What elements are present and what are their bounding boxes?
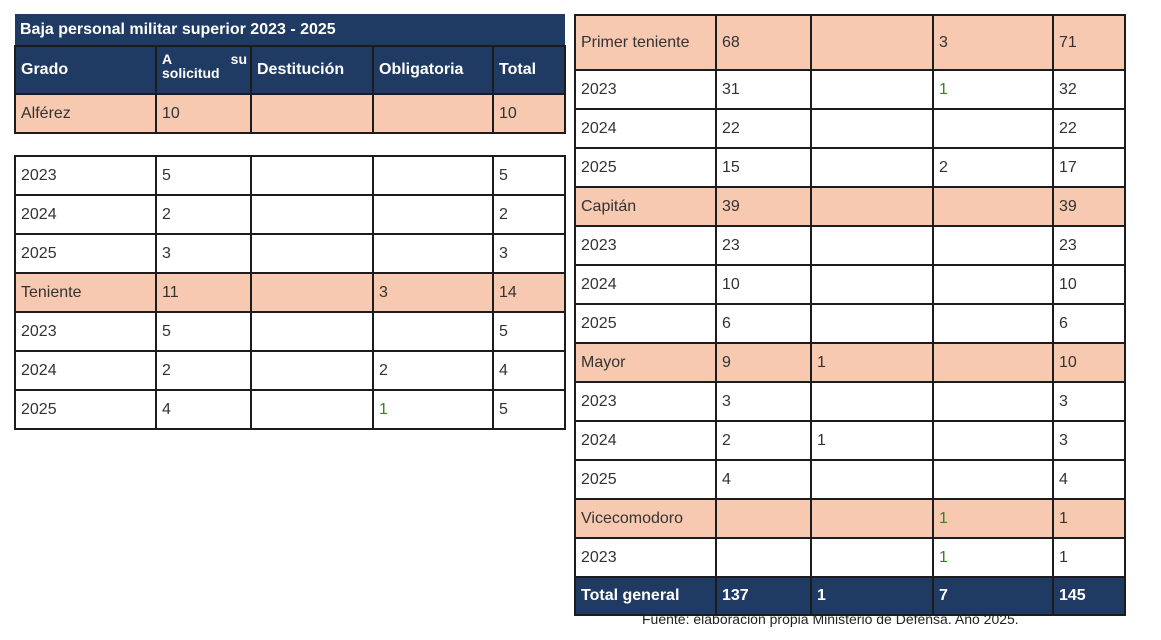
cell-total: 4 [1053, 460, 1125, 499]
header-a-su-solicitud [156, 46, 251, 94]
cell-grado: 2024 [575, 109, 716, 148]
cell-a-su-solicitud: 39 [716, 187, 811, 226]
cell-obligatoria [933, 109, 1053, 148]
table-title-row [15, 14, 565, 46]
cell-grado: 2023 [575, 538, 716, 577]
table-row [575, 226, 1125, 265]
cell-grado: 2023 [575, 70, 716, 109]
header-a: A [162, 51, 173, 67]
cell-obligatoria: 2 [933, 148, 1053, 187]
cell-total: 6 [1053, 304, 1125, 343]
table-row [15, 195, 565, 234]
cell-total: 3 [493, 234, 565, 273]
table-row [575, 265, 1125, 304]
cell-obligatoria [933, 460, 1053, 499]
cell-obligatoria [933, 382, 1053, 421]
table-row [15, 94, 565, 133]
cell-destitucion: 1 [811, 343, 933, 382]
cell-destitucion [811, 304, 933, 343]
cell-grado: 2025 [15, 234, 156, 273]
cell-grado: 2025 [15, 390, 156, 429]
table-row [575, 343, 1125, 382]
cell-grado: 2023 [575, 382, 716, 421]
cell-destitucion: 1 [811, 421, 933, 460]
cell-obligatoria [933, 226, 1053, 265]
cell-destitucion [811, 148, 933, 187]
cell-a-su-solicitud: 5 [156, 312, 251, 351]
cell-destitucion [251, 273, 373, 312]
table-row [575, 421, 1125, 460]
cell-total: 10 [1053, 265, 1125, 304]
cell-a-su-solicitud [716, 538, 811, 577]
cell-destitucion [811, 187, 933, 226]
cell-total: 5 [493, 156, 565, 195]
cell-grado: 2024 [575, 421, 716, 460]
cell-total: 39 [1053, 187, 1125, 226]
cell-a-su-solicitud: 2 [156, 195, 251, 234]
table-row [575, 382, 1125, 421]
cell-a-su-solicitud: 23 [716, 226, 811, 265]
cell-a-su-solicitud: 137 [716, 577, 811, 615]
cell-destitucion [811, 265, 933, 304]
cell-destitucion [811, 109, 933, 148]
cell-grado: 2023 [575, 226, 716, 265]
cell-obligatoria [933, 343, 1053, 382]
table-title: Baja personal militar superior 2023 - 2025 [15, 14, 565, 46]
cell-obligatoria [933, 187, 1053, 226]
cell-obligatoria: 1 [933, 499, 1053, 538]
cell-a-su-solicitud: 22 [716, 109, 811, 148]
cell-destitucion [811, 70, 933, 109]
cell-a-su-solicitud: 3 [156, 234, 251, 273]
cell-grado: 2025 [575, 460, 716, 499]
table-left-body [14, 155, 566, 430]
cell-a-su-solicitud: 2 [716, 421, 811, 460]
cell-a-su-solicitud: 2 [156, 351, 251, 390]
cell-destitucion [811, 15, 933, 70]
table-row [15, 351, 565, 390]
cell-destitucion [811, 382, 933, 421]
table-row [575, 499, 1125, 538]
cell-a-su-solicitud: 6 [716, 304, 811, 343]
cell-grado: Mayor [575, 343, 716, 382]
cell-total: 3 [1053, 382, 1125, 421]
cell-obligatoria [373, 195, 493, 234]
cell-grado: 2024 [15, 351, 156, 390]
cell-a-su-solicitud: 5 [156, 156, 251, 195]
cell-total: 5 [493, 312, 565, 351]
table-row [575, 304, 1125, 343]
header-solicitud: solicitud [162, 65, 220, 81]
cell-a-su-solicitud: 10 [716, 265, 811, 304]
cell-obligatoria [933, 421, 1053, 460]
table-row [575, 15, 1125, 70]
cell-total: 2 [493, 195, 565, 234]
table-row [575, 538, 1125, 577]
cell-total: 22 [1053, 109, 1125, 148]
cell-total: 14 [493, 273, 565, 312]
cell-grado: Primer teniente [575, 15, 716, 70]
header-su: su [230, 51, 247, 67]
cell-destitucion [251, 312, 373, 351]
cell-grado: Alférez [15, 94, 156, 133]
cell-obligatoria [933, 265, 1053, 304]
cell-total: 17 [1053, 148, 1125, 187]
total-row [575, 577, 1125, 615]
cell-total: 3 [1053, 421, 1125, 460]
cell-obligatoria [373, 312, 493, 351]
cell-a-su-solicitud: 31 [716, 70, 811, 109]
cell-a-su-solicitud: 3 [716, 382, 811, 421]
cell-total: 145 [1053, 577, 1125, 615]
cell-obligatoria: 7 [933, 577, 1053, 615]
cell-a-su-solicitud: 68 [716, 15, 811, 70]
table-right [574, 14, 1126, 616]
cell-obligatoria: 2 [373, 351, 493, 390]
table-left-header [14, 14, 566, 134]
cell-a-su-solicitud: 9 [716, 343, 811, 382]
cell-a-su-solicitud: 15 [716, 148, 811, 187]
cell-destitucion [251, 156, 373, 195]
cell-a-su-solicitud: 4 [716, 460, 811, 499]
header-grado: Grado [15, 46, 156, 94]
table-row [15, 156, 565, 195]
cell-obligatoria: 1 [933, 538, 1053, 577]
cell-total: 1 [1053, 499, 1125, 538]
table-row [15, 390, 565, 429]
cell-a-su-solicitud [716, 499, 811, 538]
table-row [575, 70, 1125, 109]
cell-total: 23 [1053, 226, 1125, 265]
cell-total: 1 [1053, 538, 1125, 577]
cell-total: 71 [1053, 15, 1125, 70]
cell-grado: 2023 [15, 156, 156, 195]
cell-obligatoria: 1 [373, 390, 493, 429]
source-note: Fuente: elaboración propia Ministerio de Defensa. Año 2025. [642, 611, 1019, 627]
cell-a-su-solicitud: 4 [156, 390, 251, 429]
cell-a-su-solicitud: 11 [156, 273, 251, 312]
cell-destitucion [251, 390, 373, 429]
cell-total: 4 [493, 351, 565, 390]
cell-obligatoria: 1 [933, 70, 1053, 109]
header-total: Total [493, 46, 565, 94]
cell-destitucion [251, 234, 373, 273]
table-row [15, 273, 565, 312]
cell-obligatoria [373, 156, 493, 195]
cell-grado: 2023 [15, 312, 156, 351]
cell-obligatoria [373, 94, 493, 133]
cell-grado: 2024 [575, 265, 716, 304]
table-row [575, 109, 1125, 148]
header-destitucion: Destitución [251, 46, 373, 94]
header-obligatoria: Obligatoria [373, 46, 493, 94]
cell-destitucion [251, 351, 373, 390]
cell-destitucion [811, 226, 933, 265]
cell-obligatoria: 3 [933, 15, 1053, 70]
cell-grado: Total general [575, 577, 716, 615]
cell-obligatoria [933, 304, 1053, 343]
cell-grado: Teniente [15, 273, 156, 312]
cell-total: 5 [493, 390, 565, 429]
cell-destitucion [251, 195, 373, 234]
cell-total: 10 [493, 94, 565, 133]
header-row [15, 46, 565, 94]
table-row [15, 234, 565, 273]
table-row [575, 460, 1125, 499]
table-row [575, 148, 1125, 187]
table-row [15, 312, 565, 351]
cell-destitucion [811, 538, 933, 577]
cell-destitucion [811, 460, 933, 499]
cell-grado: Vicecomodoro [575, 499, 716, 538]
table-row [575, 187, 1125, 226]
cell-destitucion: 1 [811, 577, 933, 615]
cell-grado: 2025 [575, 148, 716, 187]
cell-grado: Capitán [575, 187, 716, 226]
cell-grado: 2024 [15, 195, 156, 234]
cell-obligatoria [373, 234, 493, 273]
cell-total: 32 [1053, 70, 1125, 109]
cell-a-su-solicitud: 10 [156, 94, 251, 133]
cell-destitucion [811, 499, 933, 538]
cell-destitucion [251, 94, 373, 133]
cell-obligatoria: 3 [373, 273, 493, 312]
cell-grado: 2025 [575, 304, 716, 343]
cell-total: 10 [1053, 343, 1125, 382]
